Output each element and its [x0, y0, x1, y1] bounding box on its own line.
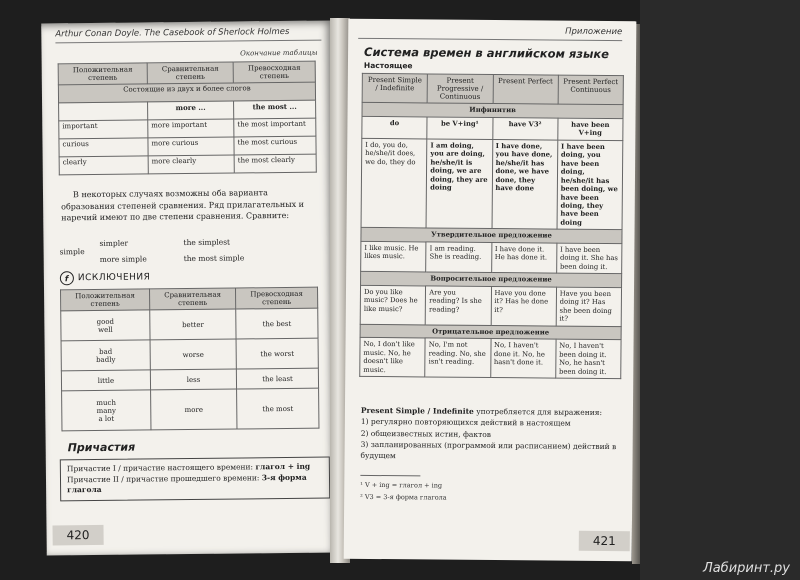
- table-cell: much many a lot: [62, 390, 151, 431]
- table-band: Отрицательное предложение: [360, 324, 621, 340]
- exceptions-table: [60, 287, 319, 432]
- footnote-2: ² V3 = 3-я форма глагола: [360, 492, 447, 502]
- table-cell: the most: [237, 388, 319, 429]
- table-cell: less: [150, 369, 236, 390]
- header-cell: Сравнительная степень: [147, 62, 233, 84]
- table-cell: little: [61, 370, 150, 391]
- table-cell: the least: [236, 368, 318, 389]
- example-comp1: simpler: [99, 238, 129, 248]
- page-number-right: 421: [579, 531, 630, 551]
- table-cell: do: [362, 116, 427, 139]
- table-header-row: [58, 61, 315, 85]
- usage-item: 2) общеизвестных истин, фактов: [360, 428, 492, 439]
- table-cell: the most important: [234, 118, 316, 137]
- table-row: [361, 241, 622, 274]
- table-cell: I am doing, you are doing, he/she/it is doing, we are doing, they are doing: [426, 139, 492, 229]
- table-row: [61, 368, 318, 391]
- participle-2-lead: Причастие II / причастие прошедшего времени:: [66, 472, 260, 484]
- usage-item: 1) регулярно повторяющихся действий в настоящем: [360, 417, 571, 428]
- example-sup2: the most simple: [183, 253, 245, 264]
- participle-1-form: глагол + ing: [255, 461, 311, 472]
- right-page: [344, 19, 637, 561]
- footnote-divider: [360, 475, 420, 477]
- table-cell: [59, 102, 148, 121]
- table-row: [361, 138, 623, 230]
- table-cell: No, I'm not reading. No, she isn't reading.: [425, 338, 491, 378]
- table-row: [62, 388, 319, 431]
- example-base: simple: [59, 247, 85, 257]
- table-row: [59, 154, 316, 175]
- page-title: Система времен в английском языке: [364, 44, 610, 62]
- tenses-table: [359, 73, 624, 379]
- table-band: Состоящие из двух и более слогов: [58, 82, 315, 103]
- table-cell: more ...: [148, 101, 234, 120]
- table-cell: Are you reading? Is she reading?: [425, 286, 491, 326]
- table-cell: I have been doing it. She has been doing it.: [556, 243, 622, 274]
- table-cell: more important: [148, 119, 234, 138]
- table-cell: clearly: [59, 156, 148, 175]
- participles-title: Причастия: [67, 440, 136, 455]
- header-cell: Положительная степень: [58, 63, 147, 85]
- table-cell: the worst: [236, 338, 318, 369]
- table-cell: better: [150, 309, 236, 340]
- table-cell: more: [151, 389, 238, 430]
- table-cell: the most curious: [234, 136, 316, 155]
- example-comp2: more simple: [99, 254, 147, 264]
- table-band: Инфинитив: [362, 103, 623, 119]
- header-cell: Превосходная степень: [233, 61, 315, 83]
- exceptions-heading: [60, 270, 151, 285]
- table-cell: I have done it. He has done it.: [491, 242, 557, 273]
- table-cell: Do you like music? Does he like music?: [360, 285, 426, 325]
- table-note: Окончание таблицы: [240, 48, 318, 58]
- table-cell: curious: [59, 138, 148, 157]
- footnote-1: ¹ V + ing = глагол + ing: [360, 480, 443, 490]
- table-cell: I have done, you have done, he/she/it has done, we have done, they have done: [492, 139, 558, 229]
- example-sup1: the simplest: [183, 237, 231, 248]
- comparison-table: [58, 61, 317, 176]
- left-page: [41, 20, 337, 555]
- background: [640, 0, 800, 580]
- table-row: [362, 116, 623, 140]
- table-cell: I do, you do, he/she/it does, we do, they do: [361, 138, 427, 228]
- table-cell: No, I haven't been doing it. No, he hasn't been doing it.: [555, 339, 621, 379]
- usage-lead: Present Simple / Indefinite: [360, 405, 474, 416]
- table-row: [360, 285, 621, 326]
- table-row: [61, 338, 318, 371]
- table-cell: I am reading. She is reading.: [426, 242, 492, 273]
- running-head-right: Приложение: [358, 25, 622, 41]
- table-cell: worse: [150, 339, 236, 370]
- paragraph: В некоторых случаях возможны оба варианта образования степеней сравнения. Ряд прилагательных и наречий имеют по две степени сравнения. Сравните:: [61, 188, 304, 223]
- page-subtitle: Настоящее: [363, 60, 413, 71]
- table-cell: important: [59, 120, 148, 139]
- exceptions-title: ИСКЛЮЧЕНИЯ: [77, 272, 151, 284]
- participle-2-form: 3-я форма глагола: [67, 472, 307, 495]
- header-cell: Present Perfect: [493, 75, 559, 105]
- header-cell: Present Simple / Indefinite: [362, 73, 428, 103]
- table-row: [61, 308, 318, 341]
- watermark-logo: Лабиринт.ру: [702, 561, 790, 576]
- table-cell: I like music. He likes music.: [361, 241, 427, 272]
- table-row: [360, 338, 621, 379]
- running-head-left: Arthur Conan Doyle. The Casebook of Sherlock Holmes: [55, 27, 321, 44]
- table-cell: the most ...: [234, 100, 316, 119]
- usage-rest: употребляется для выражения:: [476, 406, 603, 417]
- table-cell: the best: [236, 308, 318, 339]
- table-cell: No, I haven't done it. No, he hasn't done it.: [490, 339, 556, 379]
- table-cell: the most clearly: [234, 154, 316, 173]
- page-number-left: 420: [52, 525, 103, 546]
- table-cell: I have been doing, you have been doing, he/she/it has been doing, we have been doing, they have been doing: [557, 140, 623, 230]
- table-cell: more curious: [148, 137, 234, 156]
- usage-text: [361, 405, 623, 464]
- header-cell: Present Perfect Continuous: [558, 75, 624, 105]
- table-cell: No, I don't like music. No, he doesn't like music.: [360, 338, 426, 378]
- table-cell: be V+ing¹: [427, 117, 492, 140]
- exceptions-icon: f: [60, 271, 74, 285]
- table-band: Вопросительное предложение: [361, 272, 622, 288]
- usage-item: 3) запланированных (программой или расписанием) действий в будущем: [360, 439, 617, 461]
- table-cell: more clearly: [148, 155, 234, 174]
- header-cell: Превосходная степень: [236, 287, 318, 309]
- table-cell: Have you done it? Has he done it?: [491, 286, 557, 326]
- table-cell: good well: [61, 310, 150, 341]
- table-cell: bad badly: [61, 340, 150, 371]
- participle-1-lead: Причастие I / причастие настоящего времени:: [66, 462, 254, 474]
- table-cell: have V3²: [492, 117, 557, 140]
- header-cell: Сравнительная степень: [149, 288, 235, 310]
- participles-box: [60, 457, 330, 501]
- table-band: Утвердительное предложение: [361, 228, 622, 244]
- header-cell: Положительная степень: [61, 289, 150, 311]
- header-cell: Present Progressive / Continuous: [427, 74, 493, 104]
- table-cell: have been V+ing: [558, 118, 623, 141]
- table-cell: Have you been doing it? Has she been doing it?: [556, 287, 622, 327]
